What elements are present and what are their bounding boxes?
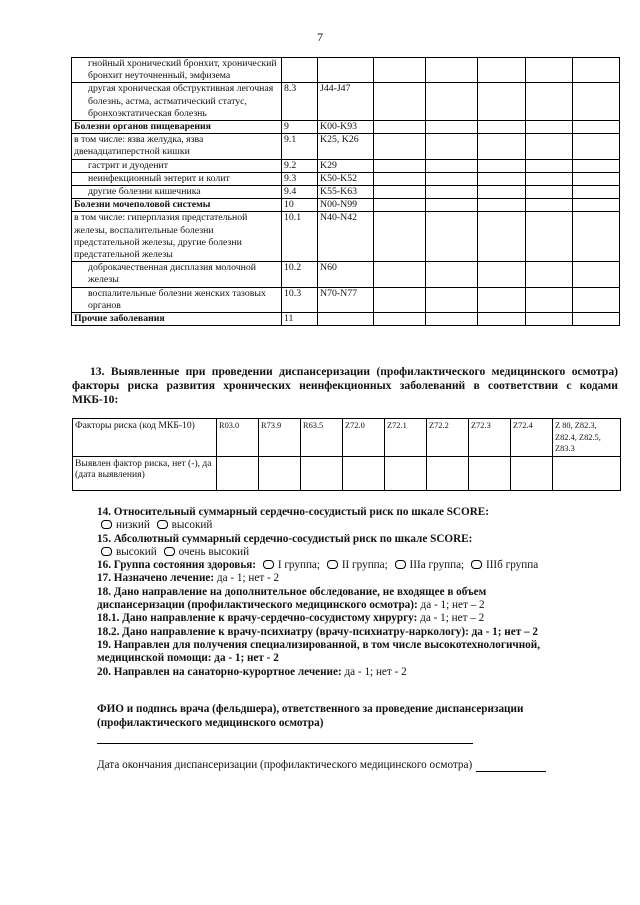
disease-row xyxy=(72,262,620,287)
risk-value-cell[interactable] xyxy=(469,456,511,490)
risk-code: R63.5 xyxy=(301,419,343,457)
checkbox-high[interactable] xyxy=(157,520,168,529)
empty-cell[interactable] xyxy=(426,199,478,212)
disease-name: другая хроническая обструктивная легочная болезнь, астма, астматический статус, бронхоэктатическая болезнь xyxy=(72,83,282,121)
risk-value-cell[interactable] xyxy=(343,456,385,490)
empty-cell[interactable] xyxy=(426,212,478,262)
section-13-title: Выявленные при проведении диспансеризации (профилактического медицинского осмотра) факторы риска развития хронических неинфекционных заболеваний в соответствии с кодами МКБ-10: xyxy=(72,365,618,406)
checkbox-very-high[interactable] xyxy=(164,547,175,556)
disease-icd-code: K00-K93 xyxy=(318,121,374,134)
disease-row xyxy=(72,159,620,172)
empty-cell[interactable] xyxy=(573,262,620,287)
disease-line-number: 10.1 xyxy=(282,212,318,262)
item-20: 20. Направлен на санаторно-курортное лечение: xyxy=(97,665,342,678)
empty-cell[interactable] xyxy=(526,172,573,185)
empty-cell[interactable] xyxy=(526,121,573,134)
group-3a-label: IIIa группа; xyxy=(409,559,465,572)
checkbox-abs-high[interactable] xyxy=(101,547,112,556)
empty-cell[interactable] xyxy=(374,121,426,134)
disease-icd-code: K29 xyxy=(318,159,374,172)
empty-cell[interactable] xyxy=(374,199,426,212)
item-19-line1: 19. Направлен для получения специализированной, в том числе высокотехнологичной, xyxy=(97,638,540,651)
empty-cell[interactable] xyxy=(478,313,526,326)
empty-cell[interactable] xyxy=(374,83,426,121)
risk-code: Z72.0 xyxy=(343,419,385,457)
empty-cell[interactable] xyxy=(478,121,526,134)
empty-cell[interactable] xyxy=(526,186,573,199)
empty-cell[interactable] xyxy=(426,287,478,312)
empty-cell[interactable] xyxy=(573,212,620,262)
disease-line-number: 10.3 xyxy=(282,287,318,312)
risk-factors-table xyxy=(72,418,621,491)
disease-icd-code: K55-K63 xyxy=(318,186,374,199)
empty-cell[interactable] xyxy=(573,159,620,172)
empty-cell[interactable] xyxy=(573,186,620,199)
disease-icd-code: N00-N99 xyxy=(318,199,374,212)
empty-cell[interactable] xyxy=(573,313,620,326)
disease-line-number xyxy=(282,58,318,83)
empty-cell[interactable] xyxy=(478,287,526,312)
risk-value-cell[interactable] xyxy=(553,456,621,490)
disease-line-number: 11 xyxy=(282,313,318,326)
disease-row xyxy=(72,134,620,159)
disease-name: Прочие заболевания xyxy=(72,313,282,326)
end-date-field[interactable] xyxy=(476,759,546,772)
disease-line-number: 9 xyxy=(282,121,318,134)
disease-line-number: 10.2 xyxy=(282,262,318,287)
risk-code: Z72.3 xyxy=(469,419,511,457)
empty-cell[interactable] xyxy=(478,172,526,185)
empty-cell[interactable] xyxy=(426,134,478,159)
empty-cell[interactable] xyxy=(426,83,478,121)
disease-icd-code xyxy=(318,58,374,83)
section-13-heading xyxy=(72,365,618,407)
empty-cell[interactable] xyxy=(426,262,478,287)
disease-name: в том числе: гиперплазия предстательной железы, воспалительные болезни предстательной железы, другие болезни предстательной железы xyxy=(72,212,282,262)
empty-cell[interactable] xyxy=(426,313,478,326)
disease-row xyxy=(72,313,620,326)
risk-value-cell[interactable] xyxy=(511,456,553,490)
risk-code: Z72.2 xyxy=(427,419,469,457)
disease-name: доброкачественная дисплазия молочной железы xyxy=(72,262,282,287)
end-date-label: Дата окончания диспансеризации (профилактического медицинского осмотра) xyxy=(97,759,473,771)
empty-cell[interactable] xyxy=(426,186,478,199)
disease-row xyxy=(72,172,620,185)
risk-value-cell[interactable] xyxy=(217,456,259,490)
empty-cell[interactable] xyxy=(526,159,573,172)
empty-cell[interactable] xyxy=(526,83,573,121)
empty-cell[interactable] xyxy=(478,262,526,287)
empty-cell[interactable] xyxy=(478,159,526,172)
group-3b-label: IIIб группа xyxy=(485,559,539,572)
checkbox-group-1[interactable] xyxy=(263,560,274,569)
disease-row xyxy=(72,186,620,199)
checkbox-group-2[interactable] xyxy=(327,560,338,569)
empty-cell[interactable] xyxy=(374,262,426,287)
empty-cell[interactable] xyxy=(478,186,526,199)
disease-icd-code: K25, K26 xyxy=(318,134,374,159)
disease-row xyxy=(72,83,620,121)
disease-name: гнойный хронический бронхит, хронический бронхит неуточненный, эмфизема xyxy=(72,58,282,83)
empty-cell[interactable] xyxy=(374,212,426,262)
item-16: 16. Группа состояния здоровья: xyxy=(97,559,257,572)
risk-value-cell[interactable] xyxy=(259,456,301,490)
option-abs-high-label: высокий xyxy=(116,545,157,558)
disease-icd-code xyxy=(318,313,374,326)
item-20-options: да - 1; нет - 2 xyxy=(344,665,407,678)
disease-line-number: 9.1 xyxy=(282,134,318,159)
empty-cell[interactable] xyxy=(478,58,526,83)
disease-name: неинфекционный энтерит и колит xyxy=(72,172,282,185)
disease-name: воспалительные болезни женских тазовых органов xyxy=(72,287,282,312)
group-1-label: I группа; xyxy=(277,559,321,572)
item-17: 17. Назначено лечение: xyxy=(97,572,215,585)
disease-icd-code: J44-J47 xyxy=(318,83,374,121)
empty-cell[interactable] xyxy=(526,313,573,326)
empty-cell[interactable] xyxy=(426,58,478,83)
empty-cell[interactable] xyxy=(573,121,620,134)
disease-line-number: 8.3 xyxy=(282,83,318,121)
checkbox-group-3b[interactable] xyxy=(471,560,482,569)
option-low-label: низкий xyxy=(116,519,150,532)
item-19-line2: медицинской помощи: да - 1; нет - 2 xyxy=(97,652,279,665)
empty-cell[interactable] xyxy=(374,287,426,312)
item-18-line2: диспансеризации (профилактического медицинского осмотра): xyxy=(97,599,418,612)
empty-cell[interactable] xyxy=(478,83,526,121)
empty-cell[interactable] xyxy=(478,134,526,159)
empty-cell[interactable] xyxy=(573,134,620,159)
disease-row xyxy=(72,199,620,212)
empty-cell[interactable] xyxy=(573,58,620,83)
disease-name: в том числе: язва желудка, язва двенадцатиперстной кишки xyxy=(72,134,282,159)
disease-line-number: 10 xyxy=(282,199,318,212)
empty-cell[interactable] xyxy=(526,212,573,262)
empty-cell[interactable] xyxy=(374,313,426,326)
item-18-1: 18.1. Дано направление к врачу-сердечно-сосудистому хирургу: xyxy=(97,612,418,625)
risk-code: R73.9 xyxy=(259,419,301,457)
empty-cell[interactable] xyxy=(526,134,573,159)
disease-line-number: 9.3 xyxy=(282,172,318,185)
disease-row xyxy=(72,212,620,262)
empty-cell[interactable] xyxy=(526,58,573,83)
risk-code: Z72.4 xyxy=(511,419,553,457)
disease-icd-code: N40-N42 xyxy=(318,212,374,262)
empty-cell[interactable] xyxy=(374,186,426,199)
item-18-options: да - 1; нет – 2 xyxy=(420,599,485,612)
risk-detected-label: Выявлен фактор риска, нет (-), да (дата выявления) xyxy=(73,456,217,490)
empty-cell[interactable] xyxy=(573,287,620,312)
empty-cell[interactable] xyxy=(374,159,426,172)
item-15: 15. Абсолютный суммарный сердечно-сосудистый риск по шкале SCORE: xyxy=(97,532,473,545)
signature-title: ФИО и подпись врача (фельдшера), ответственного за проведение диспансеризации (профилактического медицинского осмотра) xyxy=(97,703,524,729)
disease-name: Болезни органов пищеварения xyxy=(72,121,282,134)
section-13-number: 13. xyxy=(90,365,105,378)
disease-name: гастрит и дуоденит xyxy=(72,159,282,172)
signature-line[interactable] xyxy=(97,743,473,744)
disease-row xyxy=(72,287,620,312)
item-18-1-options: да - 1; нет – 2 xyxy=(420,612,485,625)
empty-cell[interactable] xyxy=(426,159,478,172)
disease-icd-code: N70-N77 xyxy=(318,287,374,312)
empty-cell[interactable] xyxy=(478,199,526,212)
disease-line-number: 9.2 xyxy=(282,159,318,172)
disease-name: Болезни мочеполовой системы xyxy=(72,199,282,212)
risk-value-cell[interactable] xyxy=(385,456,427,490)
item-17-options: да - 1; нет - 2 xyxy=(216,572,280,585)
checkbox-low[interactable] xyxy=(101,520,112,529)
empty-cell[interactable] xyxy=(526,262,573,287)
disease-icd-code: N60 xyxy=(318,262,374,287)
item-18-line1: 18. Дано направление на дополнительное обследование, не входящее в объем xyxy=(97,585,487,598)
empty-cell[interactable] xyxy=(374,58,426,83)
empty-cell[interactable] xyxy=(426,121,478,134)
disease-icd-code: K50-K52 xyxy=(318,172,374,185)
empty-cell[interactable] xyxy=(573,199,620,212)
group-2-label: II группа; xyxy=(341,559,388,572)
item-18-2: 18.2. Дано направление к врачу-психиатру (врачу-психиатру-наркологу): да - 1; нет – 2 xyxy=(97,625,538,638)
risk-code: R03.0 xyxy=(217,419,259,457)
empty-cell[interactable] xyxy=(374,172,426,185)
risk-code: Z72.1 xyxy=(385,419,427,457)
risk-factors-label: Факторы риска (код МКБ-10) xyxy=(73,419,217,457)
disease-row xyxy=(72,58,620,83)
empty-cell[interactable] xyxy=(426,172,478,185)
empty-cell[interactable] xyxy=(478,212,526,262)
empty-cell[interactable] xyxy=(526,199,573,212)
risk-value-cell[interactable] xyxy=(427,456,469,490)
checkbox-group-3a[interactable] xyxy=(395,560,406,569)
risk-code: Z 80, Z82.3, Z82.4, Z82.5, Z83.3 xyxy=(553,419,621,457)
risk-value-cell[interactable] xyxy=(301,456,343,490)
disease-name: другие болезни кишечника xyxy=(72,186,282,199)
option-very-high-label: очень высокий xyxy=(178,545,250,558)
empty-cell[interactable] xyxy=(573,83,620,121)
empty-cell[interactable] xyxy=(526,287,573,312)
empty-cell[interactable] xyxy=(374,134,426,159)
page-number: 7 xyxy=(317,30,323,44)
items-block xyxy=(97,506,617,679)
disease-row xyxy=(72,121,620,134)
diseases-table xyxy=(71,57,620,326)
empty-cell[interactable] xyxy=(573,172,620,185)
disease-line-number: 9.4 xyxy=(282,186,318,199)
item-14: 14. Относительный суммарный сердечно-сосудистый риск по шкале SCORE: xyxy=(97,506,489,518)
option-high-label: высокий xyxy=(171,519,213,532)
